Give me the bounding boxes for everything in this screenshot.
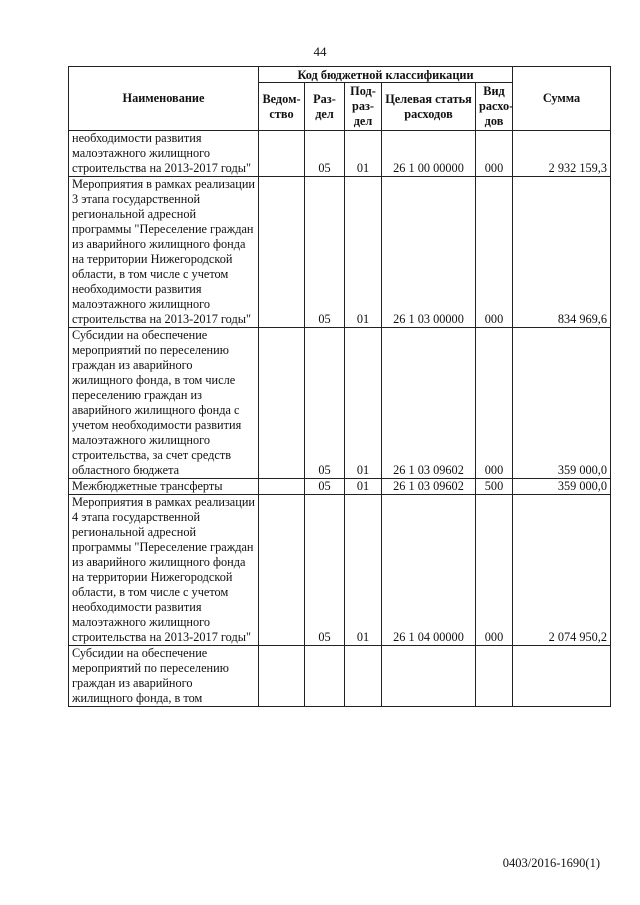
cell-csr (382, 646, 476, 707)
header-summa: Сумма (513, 67, 611, 131)
header-vid: Вид расхо-дов (476, 83, 513, 131)
cell-podrazdel: 01 (345, 479, 382, 495)
header-podrazdel: Под-раз-дел (345, 83, 382, 131)
cell-name: Субсидии на обеспечение мероприятий по переселению граждан из аварийного жилищного фонда, в том числе переселению граждан из аварийного жилищного фонда с учетом необходимости развития малоэтажного жилищного строительства, за счет средств областного бюджета (69, 328, 259, 479)
cell-razdel: 05 (305, 328, 345, 479)
cell-sum: 359 000,0 (513, 328, 611, 479)
header-name: Наименование (69, 67, 259, 131)
cell-sum: 359 000,0 (513, 479, 611, 495)
cell-csr: 26 1 00 00000 (382, 131, 476, 177)
table-body (69, 131, 611, 707)
header-celevaya: Целевая статья расходов (382, 83, 476, 131)
cell-vr: 000 (476, 177, 513, 328)
cell-vr: 000 (476, 495, 513, 646)
table-row (69, 328, 611, 479)
cell-vr: 500 (476, 479, 513, 495)
page-number: 44 (313, 44, 327, 59)
cell-razdel: 05 (305, 495, 345, 646)
header-razdel: Раз-дел (305, 83, 345, 131)
cell-podrazdel: 01 (345, 495, 382, 646)
cell-name: Мероприятия в рамках реализации 4 этапа государственной региональной адресной программы "Переселение граждан из аварийного жилищного фонда на территории Нижегородской области, в том числе с учетом необходимости развития малоэтажного жилищного строительства на 2013-2017 годы" (69, 495, 259, 646)
cell-ved (259, 328, 305, 479)
header-code-group: Код бюджетной классификации (259, 67, 513, 83)
cell-vr: 000 (476, 328, 513, 479)
cell-name: Межбюджетные трансферты (69, 479, 259, 495)
cell-podrazdel (345, 646, 382, 707)
cell-name: необходимости развития малоэтажного жилищного строительства на 2013-2017 годы" (69, 131, 259, 177)
cell-name: Мероприятия в рамках реализации 3 этапа государственной региональной адресной программы "Переселение граждан из аварийного жилищного фонда на территории Нижегородской области, в том числе с учетом необходимости развития малоэтажного жилищного строительства на 2013-2017 годы" (69, 177, 259, 328)
cell-sum: 2 074 950,2 (513, 495, 611, 646)
cell-csr: 26 1 04 00000 (382, 495, 476, 646)
cell-podrazdel: 01 (345, 328, 382, 479)
table-row (69, 479, 611, 495)
cell-razdel (305, 646, 345, 707)
cell-razdel: 05 (305, 479, 345, 495)
table-row (69, 131, 611, 177)
budget-table (68, 66, 611, 707)
cell-csr: 26 1 03 00000 (382, 177, 476, 328)
cell-podrazdel: 01 (345, 177, 382, 328)
cell-ved (259, 646, 305, 707)
cell-razdel: 05 (305, 131, 345, 177)
header-vedomstvo: Ведом-ство (259, 83, 305, 131)
cell-csr: 26 1 03 09602 (382, 479, 476, 495)
cell-sum: 834 969,6 (513, 177, 611, 328)
cell-razdel: 05 (305, 177, 345, 328)
table-row (69, 177, 611, 328)
cell-vr: 000 (476, 131, 513, 177)
cell-ved (259, 131, 305, 177)
table-row (69, 495, 611, 646)
cell-ved (259, 177, 305, 328)
cell-name: Субсидии на обеспечение мероприятий по переселению граждан из аварийного жилищного фонда, в том (69, 646, 259, 707)
table-row (69, 646, 611, 707)
cell-csr: 26 1 03 09602 (382, 328, 476, 479)
cell-ved (259, 495, 305, 646)
table-header (69, 67, 611, 131)
document-code: 0403/2016-1690(1) (502, 856, 600, 870)
cell-ved (259, 479, 305, 495)
cell-sum (513, 646, 611, 707)
cell-vr (476, 646, 513, 707)
cell-podrazdel: 01 (345, 131, 382, 177)
cell-sum: 2 932 159,3 (513, 131, 611, 177)
